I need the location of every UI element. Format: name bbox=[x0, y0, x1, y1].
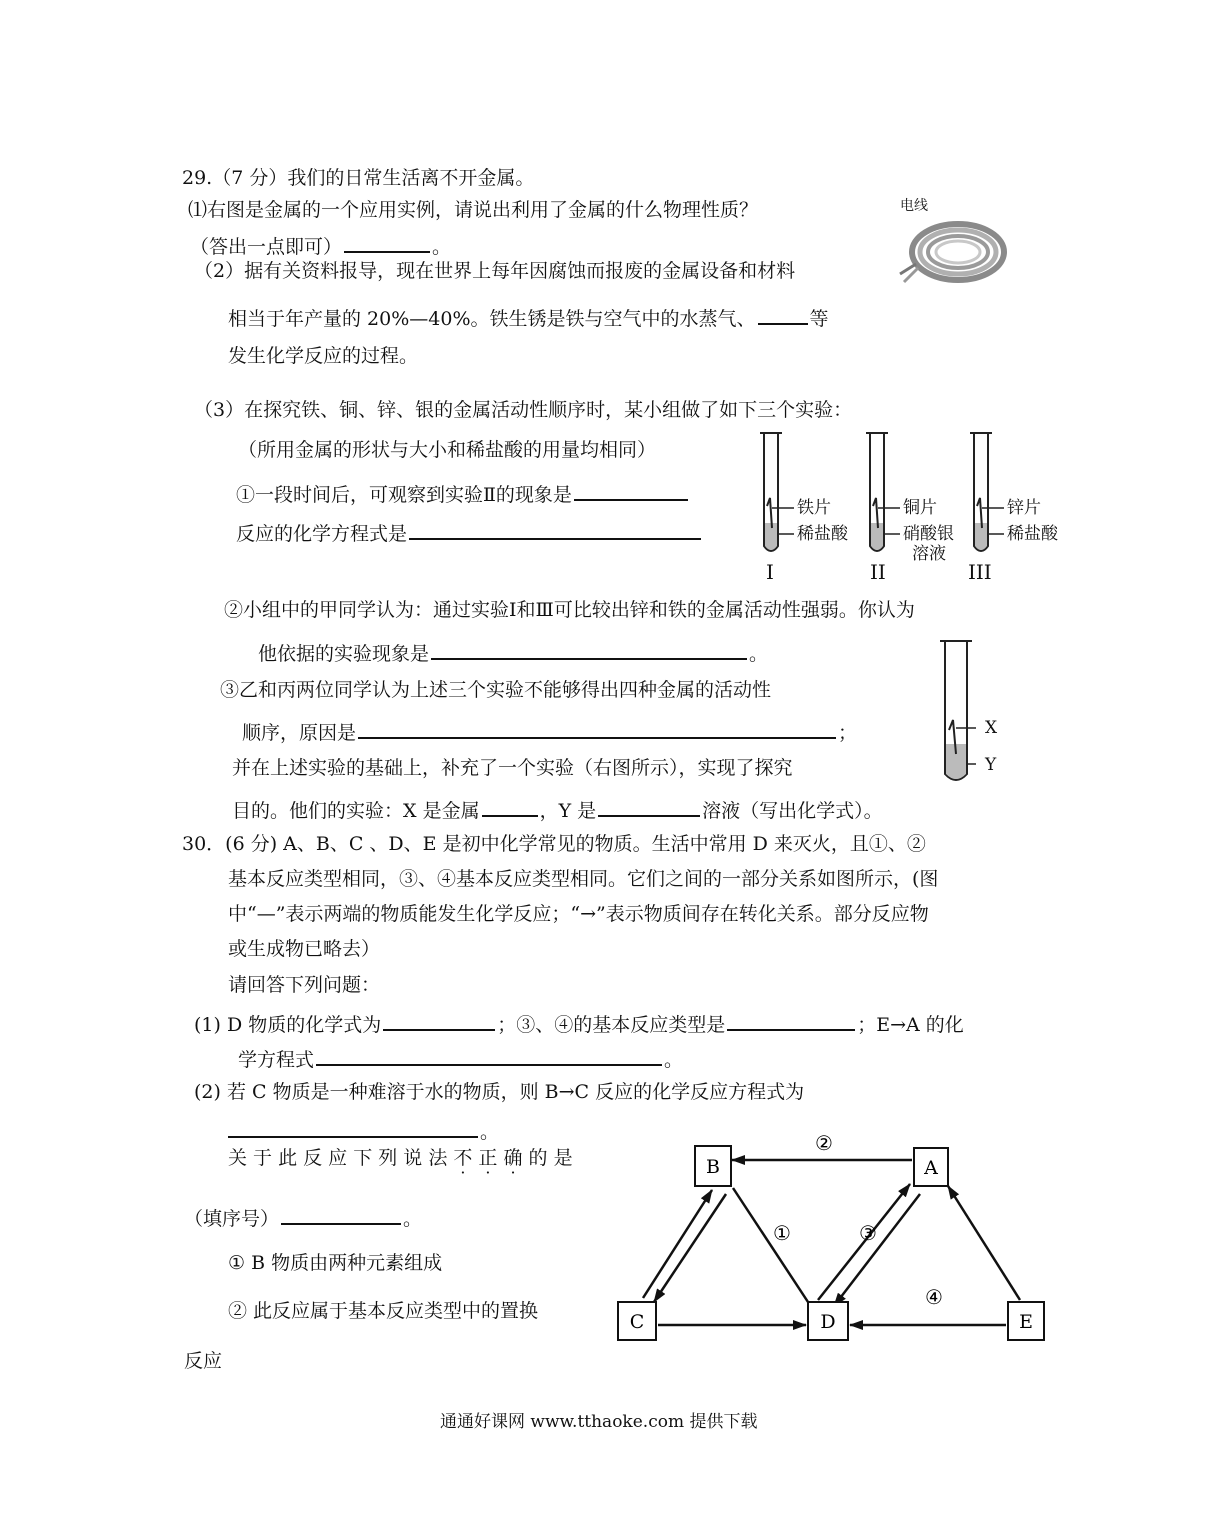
node-C bbox=[618, 1302, 656, 1340]
q30-q2-line2: 。 bbox=[226, 1116, 499, 1144]
extra-tube-x-label: X bbox=[985, 718, 998, 738]
tube-2 bbox=[866, 433, 900, 551]
answer-blank-13[interactable] bbox=[281, 1203, 401, 1225]
q29-sub3-line2: 顺序，原因是 ； bbox=[242, 717, 857, 745]
tube-1 bbox=[760, 433, 794, 551]
answer-blank-12[interactable] bbox=[228, 1116, 478, 1138]
node-A-label: A bbox=[924, 1157, 938, 1179]
q30-q2-line4: （填序号） 。 bbox=[184, 1203, 422, 1231]
node-D-label: D bbox=[820, 1311, 836, 1333]
edge-label-2: ② bbox=[815, 1131, 833, 1155]
q29-sub3-line3: 并在上述实验的基础上，补充了一个实验（右图所示），实现了探究 bbox=[232, 757, 793, 779]
q29-sub3-line4: 目的。他们的实验：X 是金属 ，Y 是 溶液（写出化学式）。 bbox=[232, 795, 883, 823]
tube-3-liquid: 稀盐酸 bbox=[1007, 524, 1058, 544]
answer-blank-2[interactable] bbox=[758, 303, 808, 325]
tube-1-metal: 铁片 bbox=[797, 498, 831, 518]
q29-sub2-line2: 他依据的实验现象是 。 bbox=[258, 638, 768, 666]
node-B bbox=[695, 1146, 731, 1186]
wire-label: 电线 bbox=[900, 198, 928, 214]
tube-3-roman: III bbox=[968, 560, 992, 584]
answer-blank-7[interactable] bbox=[482, 795, 538, 817]
q30-q2-line1: (2) 若 C 物质是一种难溶于水的物质，则 B→C 反应的化学反应方程式为 bbox=[194, 1081, 805, 1103]
tube-3-metal: 锌片 bbox=[1007, 498, 1041, 518]
q29-title: 29.（7 分）我们的日常生活离不开金属。 bbox=[182, 167, 535, 189]
q30-q1-line2: 学方程式 。 bbox=[238, 1044, 683, 1072]
answer-blank-1[interactable] bbox=[344, 231, 430, 253]
q29-part1-line2: （答出一点即可） 。 bbox=[190, 231, 451, 259]
tube-1-roman: I bbox=[766, 560, 774, 584]
wire-coil-image bbox=[896, 212, 1016, 292]
q29-part2-line2: 相当于年产量的 20%—40%。铁生锈是铁与空气中的水蒸气、 等 bbox=[228, 303, 829, 331]
answer-blank-10[interactable] bbox=[727, 1009, 855, 1031]
edge-label-3: ③ bbox=[859, 1221, 877, 1245]
q30-line5: 请回答下列问题： bbox=[228, 974, 381, 996]
q30-q2-line3: 关 于 此 反 应 下 列 说 法 不 正 确 的 是 bbox=[228, 1147, 573, 1169]
extra-tube-y-label: Y bbox=[985, 755, 997, 775]
tube-2-liquid-line2: 溶液 bbox=[912, 544, 946, 564]
tube-3 bbox=[970, 433, 1004, 551]
q30-line3: 中“—”表示两端的物质能发生化学反应；“→”表示物质间存在转化关系。部分反应物 bbox=[228, 903, 929, 925]
node-A bbox=[914, 1148, 948, 1186]
q30-option-1: ① B 物质由两种元素组成 bbox=[228, 1252, 443, 1274]
tube-2-roman: II bbox=[870, 560, 886, 584]
q29-part3-note: （所用金属的形状与大小和稀盐酸的用量均相同） bbox=[238, 439, 657, 461]
q30-q1-line1: (1) D 物质的化学式为 ；③、④的基本反应类型是 ；E→A 的化 bbox=[194, 1009, 964, 1037]
q29-part3-line1: （3）在探究铁、铜、锌、银的金属活动性顺序时，某小组做了如下三个实验： bbox=[194, 399, 853, 421]
q29-part1-hint: （答出一点即可） bbox=[190, 236, 343, 258]
node-B-label: B bbox=[706, 1156, 720, 1178]
q29-part2-line3: 发生化学反应的过程。 bbox=[228, 345, 419, 367]
tube-2-liquid: 硝酸银 bbox=[903, 524, 954, 544]
edge-label-4: ④ bbox=[925, 1285, 943, 1309]
answer-blank-6[interactable] bbox=[358, 717, 836, 739]
q29-sub3-line1: ③乙和丙两位同学认为上述三个实验不能够得出四种金属的活动性 bbox=[220, 679, 772, 701]
q29-part1-line1: ⑴右图是金属的一个应用实例，请说出利用了金属的什么物理性质？ bbox=[188, 199, 759, 221]
node-E-label: E bbox=[1019, 1311, 1033, 1333]
q29-sub1-line1: ①一段时间后，可观察到实验Ⅱ的现象是 bbox=[236, 479, 690, 507]
answer-blank-9[interactable] bbox=[383, 1009, 495, 1031]
node-C-label: C bbox=[629, 1311, 645, 1333]
page-footer: 通通好课网 www.tthaoke.com 提供下载 bbox=[440, 1412, 758, 1432]
q30-line2: 基本反应类型相同，③、④基本反应类型相同。它们之间的一部分关系如图所示，(图 bbox=[228, 868, 939, 890]
q30-line4: 或生成物已略去） bbox=[228, 938, 381, 960]
q30-option-2-cont: 反应 bbox=[184, 1350, 223, 1372]
answer-blank-4[interactable] bbox=[409, 518, 701, 540]
extra-test-tube-figure bbox=[936, 636, 976, 788]
node-E bbox=[1008, 1302, 1044, 1340]
q30-option-2: ② 此反应属于基本反应类型中的置换 bbox=[228, 1300, 539, 1322]
reaction-diagram bbox=[600, 1120, 1070, 1350]
answer-blank-11[interactable] bbox=[316, 1044, 662, 1066]
answer-blank-5[interactable] bbox=[431, 638, 747, 660]
q29-sub1-line2: 反应的化学方程式是 bbox=[236, 518, 703, 546]
q29-sub2-line1: ②小组中的甲同学认为：通过实验Ⅰ和Ⅲ可比较出锌和铁的金属活动性强弱。你认为 bbox=[224, 599, 915, 621]
answer-blank-8[interactable] bbox=[598, 795, 700, 817]
tube-1-liquid: 稀盐酸 bbox=[797, 524, 848, 544]
answer-blank-3[interactable] bbox=[574, 479, 688, 501]
q29-part2-line1: （2）据有关资料报导，现在世界上每年因腐蚀而报废的金属设备和材料 bbox=[194, 260, 796, 282]
q30-line1: 30．(6 分) A、B、C 、D、E 是初中化学常见的物质。生活中常用 D 来灭火，且①、② bbox=[182, 833, 926, 855]
tube-2-metal: 铜片 bbox=[903, 498, 937, 518]
node-D bbox=[808, 1302, 848, 1340]
edge-label-1: ① bbox=[773, 1221, 791, 1245]
